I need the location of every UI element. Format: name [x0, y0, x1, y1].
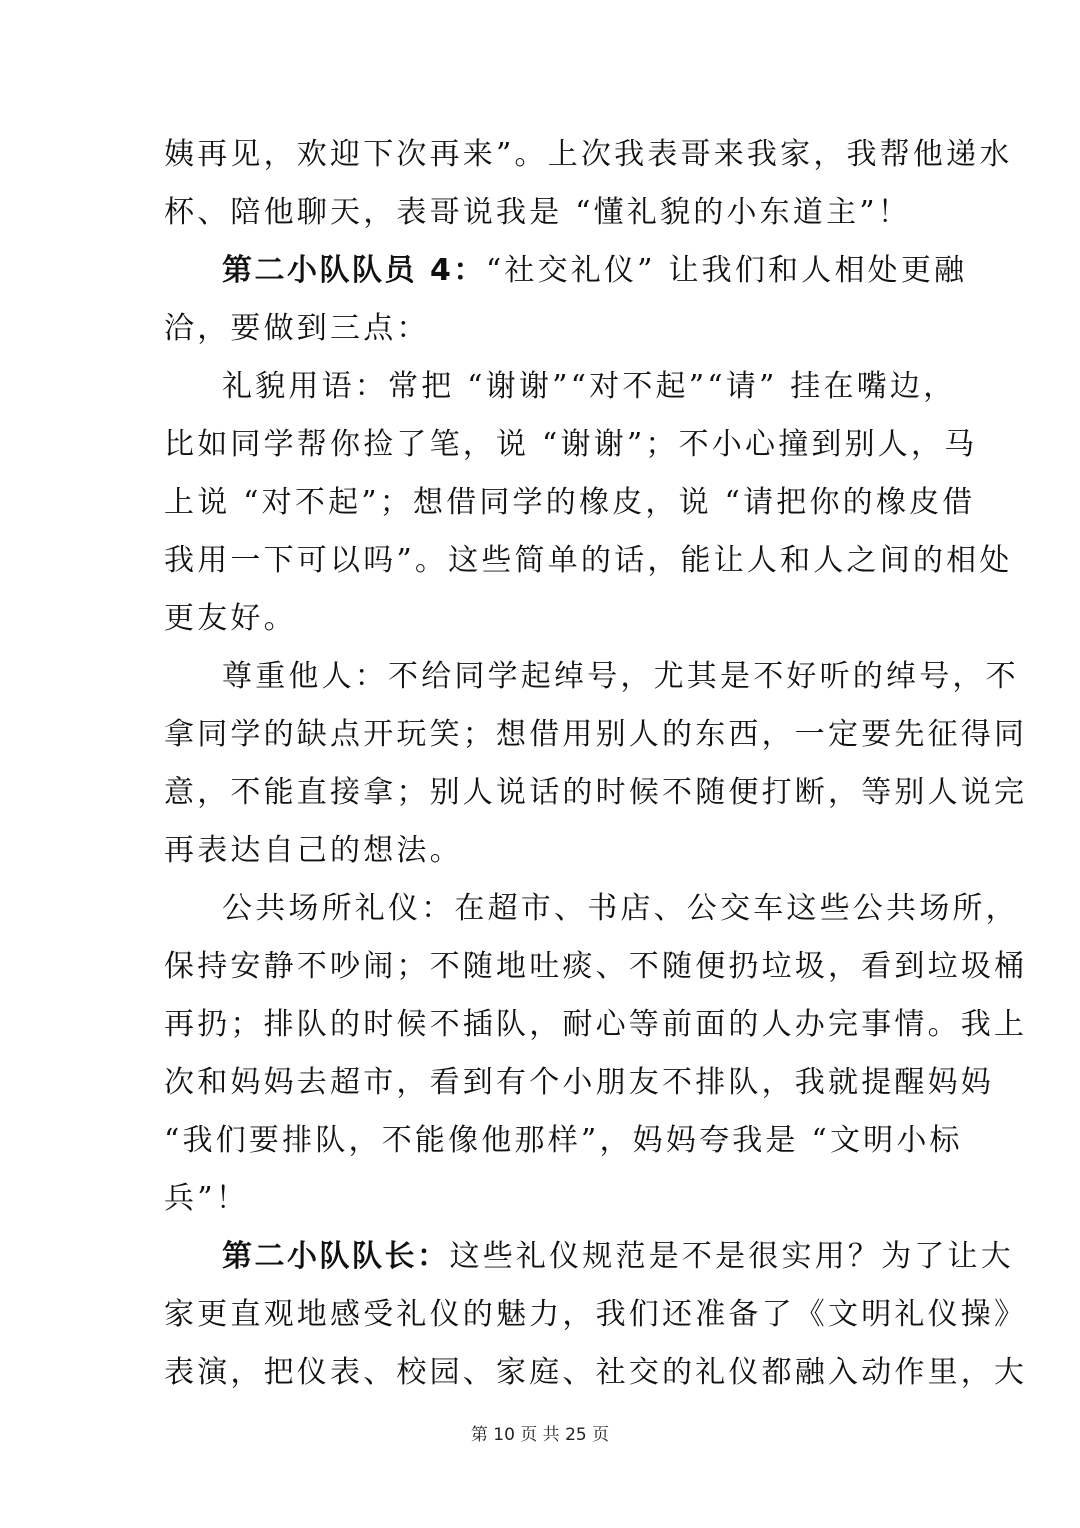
text-line-9: 更友好。: [164, 601, 297, 636]
speaker-label: 第二小队队员 4：: [222, 253, 486, 288]
text-line-6: 比如同学帮你捡了笔，说 “谢谢”；不小心撞到别人，马: [164, 427, 978, 462]
text-line-11: 拿同学的缺点开玩笑；想借用别人的东西，一定要先征得同: [164, 717, 1028, 752]
speaker-label: 第二小队队长：: [222, 1239, 450, 1274]
text-line-22: 表演，把仪表、校园、家庭、社交的礼仪都融入动作里，大: [164, 1355, 1028, 1390]
text-line-4: 洽，要做到三点：: [164, 311, 430, 346]
text-line-8: 我用一下可以吗”。这些简单的话，能让人和人之间的相处: [164, 543, 1013, 578]
text-line-14: 公共场所礼仪：在超市、书店、公交车这些公共场所，: [222, 891, 1019, 926]
text-line-20: 第二小队队长：这些礼仪规范是不是很实用？为了让大: [222, 1239, 1014, 1274]
text-line-13: 再表达自己的想法。: [164, 833, 463, 868]
text-line-17: 次和妈妈去超市，看到有个小朋友不排队，我就提醒妈妈: [164, 1065, 994, 1100]
text-line-18: “我们要排队，不能像他那样”，妈妈夸我是 “文明小标: [164, 1123, 963, 1158]
text-line-19: 兵”！: [164, 1181, 249, 1216]
text-line-5: 礼貌用语：常把 “谢谢”“对不起”“请” 挂在嘴边，: [222, 369, 957, 404]
text-line-2: 杯、陪他聊天，表哥说我是 “懂礼貌的小东道主”！: [164, 195, 912, 230]
text-line-10: 尊重他人：不给同学起绰号，尤其是不好听的绰号，不: [222, 659, 1019, 694]
text-line-21: 家更直观地感受礼仪的魅力，我们还准备了《文明礼仪操》: [164, 1297, 1028, 1332]
text-line-1: 姨再见，欢迎下次再来”。上次我表哥来我家，我帮他递水: [164, 137, 1013, 172]
text-line-3: 第二小队队员 4：“社交礼仪” 让我们和人相处更融: [222, 253, 968, 288]
text-line-7: 上说 “对不起”；想借同学的橡皮，说 “请把你的橡皮借: [164, 485, 976, 520]
text-line-16: 再扔；排队的时候不插队，耐心等前面的人办完事情。我上: [164, 1007, 1028, 1042]
page-footer: 第 10 页 共 25 页: [470, 1425, 610, 1445]
text-line-15: 保持安静不吵闹；不随地吐痰、不随便扔垃圾，看到垃圾桶: [164, 949, 1028, 984]
text-line-12: 意，不能直接拿；别人说话的时候不随便打断，等别人说完: [164, 775, 1028, 810]
